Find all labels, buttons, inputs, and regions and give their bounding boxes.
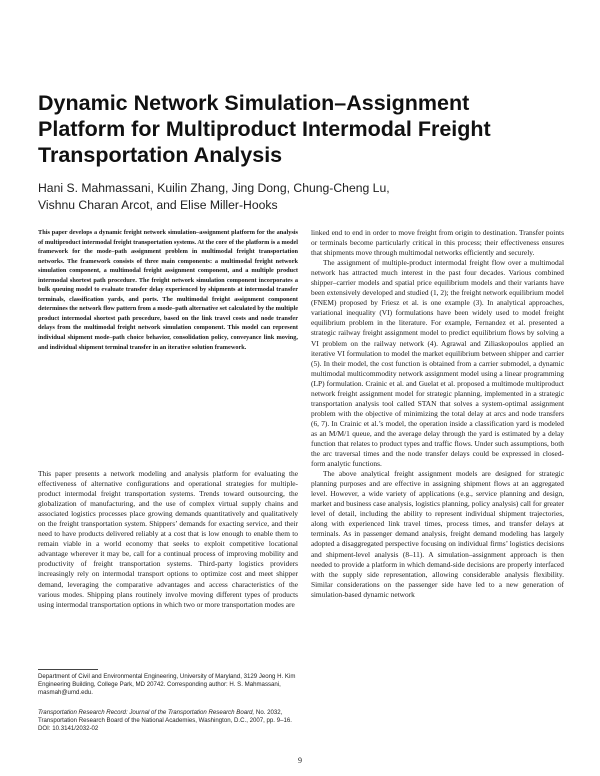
right-column [311,228,564,600]
citation-block [38,709,298,734]
paper-title: Dynamic Network Simulation–Assignment Platform for Multiproduct Intermodal Freight Transportation Analysis [38,91,491,167]
left-column [38,228,298,352]
author-affiliation: Department of Civil and Environmental Engineering, University of Maryland, 3129 Jeong H. Kim Engineering Building, College Park, MD 20742. Corresponding author: H. S. Mahmassani, masmah@umd.edu. [38,673,296,697]
citation-details: No. 2032, Transportation Research Board of the National Academies, Washington, D.C., 2007, pp. 9–16. [38,709,292,725]
intro-section [38,469,298,610]
body-paragraph-3: The above analytical freight assignment models are designed for strategic planning purposes and are effective in assigning shipment flows at an aggregated level. However, a wide variety of applications (e.g., service planning and design, market and business case analysis, logistics planning, policy analysis) call for greater level of detail, including the ability to represent individual shipment trajectories, along with experienced link travel times, process times, and transfer delays at terminals. As in passenger demand analysis, freight demand modeling has largely adopted a disaggregated perspective focusing on individual firms’ logistics decisions and shipment-level analysis (8–11). A simulation–assignment approach is then needed to provide a platform in which demand-side decisions are properly interfaced with the supply side representation, allowing considerable analysis flexibility. Similar considerations on the passenger side have led to a new generation of simulation-based dynamic network [311,469,564,599]
page-number: 9 [298,756,302,765]
intro-paragraph: This paper presents a network modeling and analysis platform for evaluating the effectiveness of alternative configurations and operational strategies for multiple-product intermodal freight transportation systems. Trends toward outsourcing, the globalization of manufacturing, and the use of complex virtual supply chains and associated logistics processes place growing demands quantitatively and qualitatively on the freight transportation system. Shippers’ demands for exacting service, and their need to have products delivered reliably at a cost that is low enough to enable them to remain viable in a world economy that seeks to exploit competitive locational advantage wherever it may be, call for a continual process of improving mobility and productivity of freight transportation systems. Third-party logistics providers increasingly rely on intermodal transport options to optimize cost and meet shipper demand, leveraging the comparative advantages and access characteristics of the various modes. Shipping plans routinely involve moving different types of products using intermodal transportation options in which two or more transportation modes are [38,469,298,609]
citation-doi: DOI: 10.3141/2032-02 [38,725,99,733]
body-paragraph-1: linked end to end in order to move freight from origin to destination. Transfer points or terminals become particularly critical in this process; their effectiveness ensures that shipments move through multimodal networks efficiently and securely. [311,228,564,258]
footnote-rule [38,669,98,670]
author-line-1: Hani S. Mahmassani, Kuilin Zhang, Jing Dong, Chung-Cheng Lu, [38,181,390,195]
citation-journal: Transportation Research Record: Journal of the Transportation Research Board, [38,709,255,716]
author-line-2: Vishnu Charan Arcot, and Elise Miller-Hooks [38,198,278,212]
body-paragraph-2: The assignment of multiple-product intermodal freight flow over a multimodal network has attracted much interest in the past four decades. Various combined shipper–carrier models and spatial price equilibrium models and their variants have been extensively developed and studied (1, 2); the freight network equilibrium model (FNEM) proposed by Friesz et al. is one example (3). In analytical approaches, variational inequality (VI) formulations have been widely used to model freight equilibrium problem in the literature. For example, Fernandez et al. presented a strategic railway freight assignment model to predict equilibrium flows by solving a VI problem on the railway network (4). Agrawal and Ziliaskopoulos applied an iterative VI formulation to model the market equilibrium between shipper and carrier (5). In their model, the cost function is obtained from a carrier submodel, a dynamic multimodal multicommodity network assignment model using a linear programming (LP) formulation. Crainic et al. and Guelat et al. proposed a multimode multiproduct network freight assignment model for strategic planning, implemented in a strategic transportation analysis tool called STAN that solves a system-optimal assignment problem with the objective of minimizing the total delay at arcs and node transfers (6, 7). In Crainic et al.’s model, the operation inside a classification yard is modeled as an M/M/1 queue, and the average delay through the yard is estimated by a delay function that relates to product types and traffic flows. Under such assumptions, both the arc traversal times and the node transfer delays could be expressed in closed-form analytic functions. [311,258,564,469]
author-list [38,180,558,214]
abstract: This paper develops a dynamic freight network simulation–assignment platform for the analysis of multiproduct intermodal freight transportation systems. At the core of the platform is a model framework for the mode–path assignment problem in multimodal freight transportation networks. The framework consists of three main components: a multimodal freight network simulation component, a multimodal freight assignment component, and a multiple product intermodal shortest path procedure. The freight network simulation component incorporates a bulk queuing model to evaluate transfer delay experienced by shipments at intermodal transfer terminals, classification yards, and ports. The multimodal freight assignment component determines the network flow pattern from a mode–path alternative set calculated by the multiple product intermodal shortest path procedure, based on the link travel costs and node transfer delays from the multimodal freight network simulation component. This model can represent individual shipment mode–path choice behavior, consolidation policy, conveyance link moving, and individual shipment terminal transfer in an iterative solution framework. [38,229,298,351]
